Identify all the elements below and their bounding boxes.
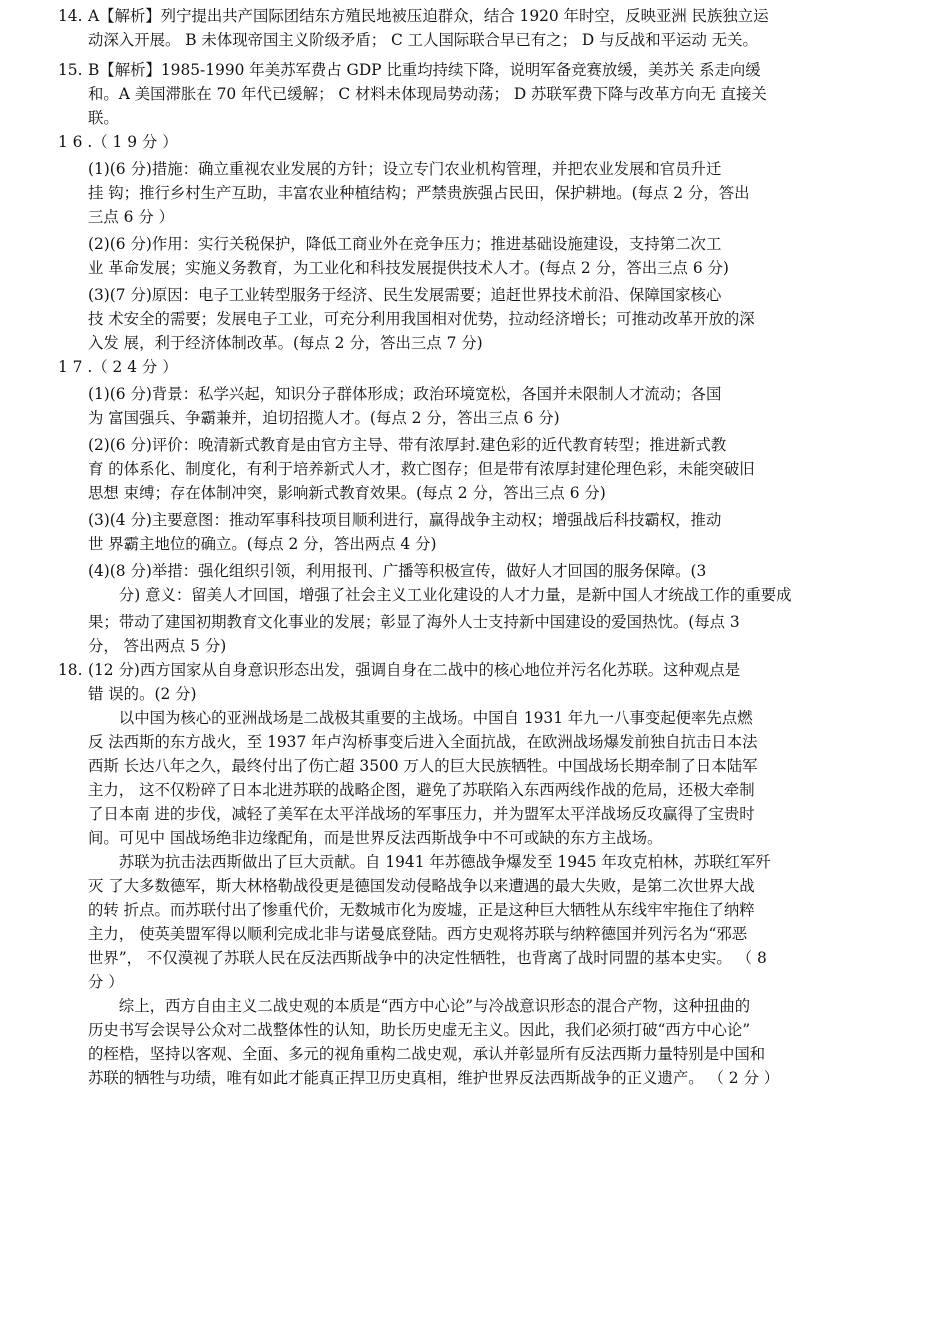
answer-line: 挂 钩；推行乡村生产互助，丰富农业种植结构；严禁贵族强占民田，保护耕地。(每点 2 分，答出 [88, 184, 750, 202]
answer-line: 育 的体系化、制度化，有利于培养新式人才，救亡图存；但是带有浓厚封建伦理色彩，未能突破旧 [88, 460, 755, 478]
answer-line: 了日本南 进的步伐，减轻了美军在太平洋战场的军事压力，并为盟军太平洋战场反攻赢得了宝贵时 [88, 805, 755, 823]
question-17-part-4 [88, 559, 898, 607]
answer-line: (12 分)西方国家从自身意识形态出发，强调自身在二战中的核心地位并污名化苏联。这种观点是 [88, 661, 741, 679]
question-14 [58, 4, 898, 52]
answer-line: B【解析】1985-1990 年美苏军费占 GDP 比重均持续下降，说明军备竞赛放缓，美苏关 系走向缓 [88, 61, 761, 79]
answer-line: 技 术安全的需要；发展电子工业，可充分利用我国相对优势，拉动经济增长；可推动改革开放的深 [88, 310, 755, 328]
question-number: 15. [58, 61, 83, 79]
question-16-header: 1 6 .（ 1 9 分 ） [58, 133, 178, 151]
answer-line: 入发 展，利于经济体制改革。(每点 2 分，答出三点 7 分) [88, 334, 483, 352]
answer-line: 的桎梏，坚持以客观、全面、多元的视角重构二战史观，承认并彰显所有反法西斯力量特别是中国和 [88, 1045, 766, 1063]
question-16-part-1 [88, 157, 898, 229]
question-17-header: 1 7 .（ 2 4 分 ） [58, 358, 178, 376]
answer-line: 分， 答出两点 5 分) [88, 637, 227, 655]
answer-line: 反 法西斯的东方战火，至 1937 年卢沟桥事变后进入全面抗战，在欧洲战场爆发前独自抗击日本法 [88, 733, 758, 751]
answer-line: 主力， 使英美盟军得以顺利完成北非与诺曼底登陆。西方史观将苏联与纳粹德国并列污名为“邪恶 [88, 925, 748, 943]
answer-line: 思想 束缚；存在体制冲突，影响新式教育效果。(每点 2 分，答出三点 6 分) [88, 484, 606, 502]
answer-line: (1)(6 分)背景：私学兴起，知识分子群体形成；政治环境宽松，各国并未限制人才流动；各国 [88, 385, 722, 403]
answer-line: 西斯 长达八年之久，最终付出了伤亡超 3500 万人的巨大民族牺牲。中国战场长期牵制了日本陆军 [88, 757, 758, 775]
answer-line: 世界”， 不仅漠视了苏联人民在反法西斯战争中的决定性牺牲，也背离了战时同盟的基本史实。 （ 8 [88, 949, 767, 967]
answer-line: 苏联为抗击法西斯做出了巨大贡献。自 1941 年苏德战争爆发至 1945 年攻克柏林，苏联红军歼 [118, 853, 771, 871]
question-number: 14. [58, 7, 83, 25]
answer-line: 主力， 这不仅粉碎了日本北进苏联的战略企图，避免了苏联陷入东西两线作战的危局，还极大牵制 [88, 781, 755, 799]
answer-line: 动深入开展。 B 未体现帝国主义阶级矛盾； C 工人国际联合早已有之； D 与反战和平运动 无关。 [88, 31, 758, 49]
question-17-part-3 [88, 508, 898, 556]
answer-line: 为 富国强兵、争霸兼并，迫切招揽人才。(每点 2 分，答出三点 6 分) [88, 409, 560, 427]
answer-line: 分) 意义：留美人才回国，增强了社会主义工业化建设的人才力量，是新中国人才统战工作的重要成 [118, 586, 792, 604]
answer-line: 联。 [88, 109, 119, 127]
answer-line: (2)(6 分)评价：晚清新式教育是由官方主导、带有浓厚封.建色彩的近代教育转型；推进新式教 [88, 436, 727, 454]
answer-line: 综上，西方自由主义二战史观的本质是“西方中心论”与冷战意识形态的混合产物，这种扭曲的 [118, 997, 751, 1015]
answer-line: 三点 6 分 ） [88, 208, 175, 226]
answer-line: 的转 折点。而苏联付出了惨重代价，无数城市化为废墟，正是这种巨大牺牲从东线牢牢拖住了纳粹 [88, 901, 755, 919]
question-number: 18. [58, 661, 83, 679]
answer-line: 苏联的牺牲与功绩，唯有如此才能真正捍卫历史真相，维护世界反法西斯战争的正义遗产。 （ 2 分 ） [88, 1069, 780, 1087]
answer-line: (1)(6 分)措施：确立重视农业发展的方针；设立专门农业机构管理，并把农业发展和官员升迁 [88, 160, 722, 178]
answer-line: A【解析】列宁提出共产国际团结东方殖民地被压迫群众，结合 1920 年时空，反映亚洲 民族独立运 [88, 7, 769, 25]
answer-line: (3)(7 分)原因：电子工业转型服务于经济、民生发展需要；追赶世界技术前沿、保障国家核心 [88, 286, 722, 304]
answer-line: 分 ） [88, 973, 124, 991]
answer-line: (4)(8 分)举措：强化组织引领，利用报刊、广播等积极宣传，做好人才回国的服务保障。(3 [88, 562, 707, 580]
answer-line: 灭 了大多数德军，斯大林格勒战役更是德国发动侵略战争以来遭遇的最大失败，是第二次世界大战 [88, 877, 755, 895]
answer-line: 间。可见中 国战场绝非边缘配角，而是世界反法西斯战争中不可或缺的东方主战场。 [88, 829, 663, 847]
answer-line: 果；带动了建国初期教育文化事业的发展；彰显了海外人士支持新中国建设的爱国热忱。(每点 3 [88, 613, 740, 631]
answer-line: 以中国为核心的亚洲战场是二战极其重要的主战场。中国自 1931 年九一八事变起便率先点燃 [118, 709, 753, 727]
answer-line: 世 界霸主地位的确立。(每点 2 分，答出两点 4 分) [88, 535, 437, 553]
answer-line: 和。A 美国滞胀在 70 年代已缓解； C 材料未体现局势动荡； D 苏联军费下降与改革方向无 直接关 [88, 85, 767, 103]
question-17-part-1 [88, 382, 898, 430]
question-17-part-2 [88, 433, 898, 505]
answer-line: 错 误的。(2 分) [88, 685, 197, 703]
essay-paragraph-3 [88, 994, 898, 1090]
answer-line: (2)(6 分)作用：实行关税保护，降低工商业外在竞争压力；推进基础设施建设，支持第二次工 [88, 235, 722, 253]
essay-paragraph-1 [88, 706, 898, 850]
answer-line: 业 革命发展；实施义务教育，为工业化和科技发展提供技术人才。(每点 2 分，答出三点 6 分) [88, 259, 729, 277]
question-16-part-3 [88, 283, 898, 355]
essay-paragraph-2 [88, 850, 898, 994]
question-15 [58, 58, 898, 130]
question-16-part-2 [88, 232, 898, 280]
question-18 [58, 658, 898, 1090]
answer-line: (3)(4 分)主要意图：推动军事科技项目顺利进行，赢得战争主动权；增强战后科技霸权，推动 [88, 511, 722, 529]
answer-line: 历史书写会误导公众对二战整体性的认知，助长历史虚无主义。因此，我们必须打破“西方中心论” [88, 1021, 751, 1039]
question-17-tail [88, 610, 898, 658]
answer-sheet [58, 4, 898, 1090]
